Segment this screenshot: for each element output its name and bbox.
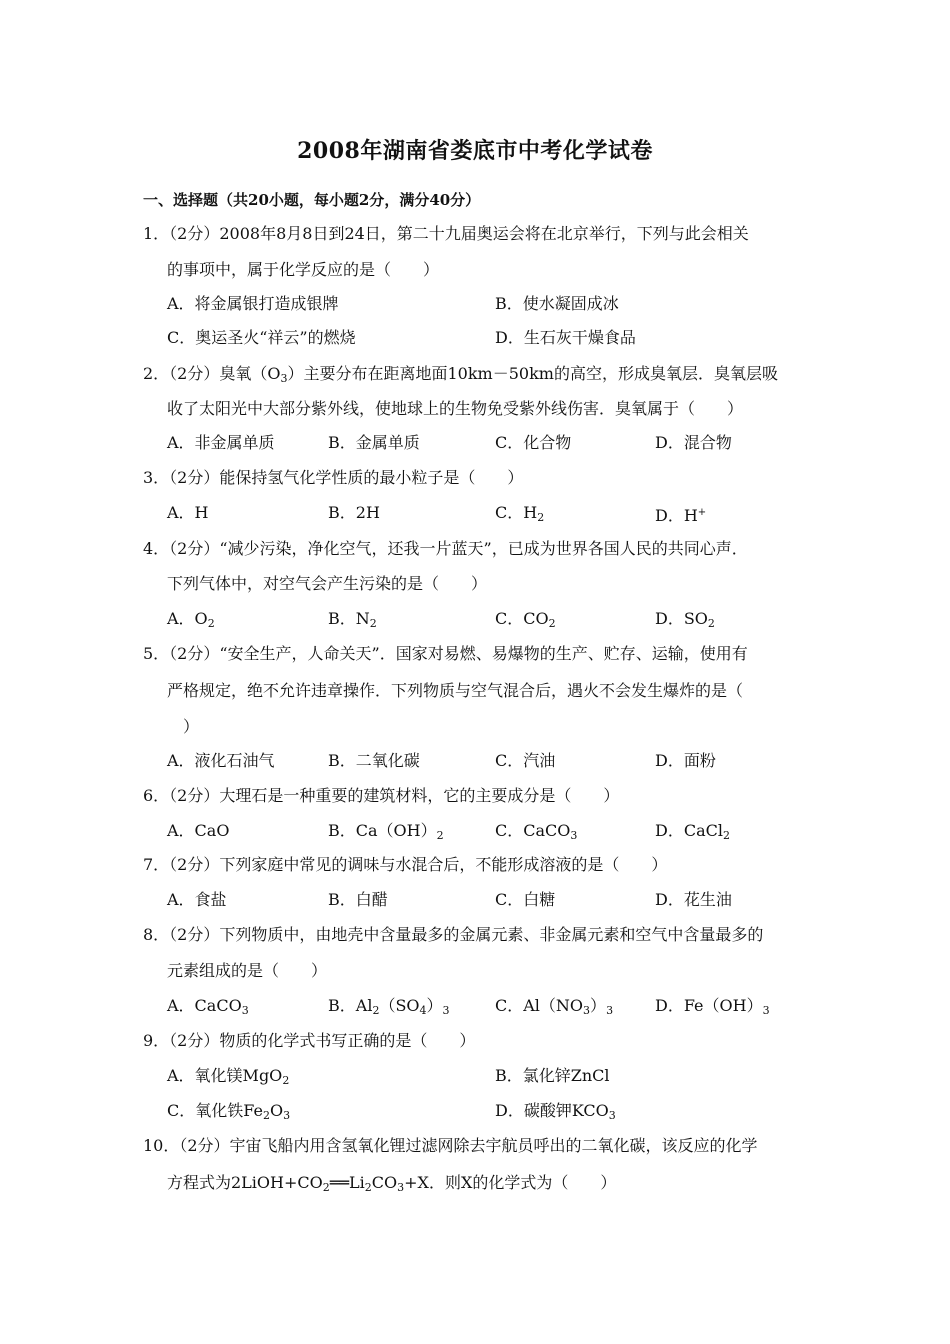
text: C．CaCO — [495, 821, 571, 840]
text: ） — [590, 996, 607, 1015]
subscript: 2 — [372, 1004, 380, 1017]
subscript: 2 — [707, 617, 715, 630]
subscript: 2 — [282, 1074, 290, 1087]
superscript: + — [697, 507, 707, 518]
question-4-option-c — [495, 608, 556, 635]
question-9-option-c — [167, 1100, 290, 1127]
text: C．氧化铁Fe — [167, 1101, 263, 1120]
question-8-option-d — [655, 995, 770, 1022]
text: C．H — [495, 503, 538, 522]
subscript: 4 — [419, 1004, 427, 1017]
subscript: 3 — [570, 829, 578, 842]
question-8-line-2: 元素组成的是（ ） — [167, 961, 328, 980]
question-2-option-b: B．金属单质 — [328, 433, 420, 452]
subscript: 3 — [762, 1004, 770, 1017]
question-7-option-c: C．白糖 — [495, 890, 556, 909]
question-5-line-2: 严格规定，绝不允许违章操作．下列物质与空气混合后，遇火不会发生爆炸的是（ — [167, 681, 744, 700]
question-3-option-a: A．H — [167, 503, 209, 522]
question-5-line-1: 5．（2分）“安全生产，人命关天”．国家对易燃、易爆物的生产、贮存、运输，使用有 — [143, 644, 748, 663]
subscript: 2 — [322, 1181, 330, 1194]
text: B．Al — [328, 996, 373, 1015]
subscript: 2 — [436, 829, 444, 842]
text: CO — [371, 1173, 398, 1192]
question-8-line-1: 8．（2分）下列物质中，由地壳中含量最多的金属元素、非金属元素和空气中含量最多的 — [143, 925, 764, 944]
question-1-option-c: C．奥运圣火“祥云”的燃烧 — [167, 328, 356, 347]
text: B．N — [328, 609, 370, 628]
question-1-line-2: 的事项中，属于化学反应的是（ ） — [167, 260, 440, 279]
question-9-line-1: 9．（2分）物质的化学式书写正确的是（ ） — [143, 1031, 476, 1050]
question-5-option-b: B．二氧化碳 — [328, 751, 420, 770]
question-5-option-d: D．面粉 — [655, 751, 716, 770]
question-5-option-c: C．汽油 — [495, 751, 556, 770]
question-5-option-a: A．液化石油气 — [167, 751, 275, 770]
subscript: 3 — [442, 1004, 450, 1017]
text: D．Fe（OH） — [655, 996, 763, 1015]
subscript: 2 — [364, 1181, 372, 1194]
subscript: 2 — [262, 1109, 270, 1122]
subscript: 3 — [241, 1004, 249, 1017]
subscript: 3 — [397, 1181, 405, 1194]
text: （SO — [379, 996, 420, 1015]
question-2-line-1 — [143, 363, 778, 390]
question-4-option-d — [655, 608, 715, 635]
page-title: 2008年湖南省娄底市中考化学试卷 — [297, 138, 653, 164]
text: 方程式为2LiOH+CO — [167, 1173, 323, 1192]
question-4-option-b — [328, 608, 377, 635]
question-8-option-b — [328, 995, 450, 1022]
subscript: 2 — [537, 511, 545, 524]
text: C．Al（NO — [495, 996, 584, 1015]
text: A．CaCO — [167, 996, 242, 1015]
question-1-option-d: D．生石灰干燥食品 — [495, 328, 636, 347]
subscript: 3 — [606, 1004, 614, 1017]
text: D．H — [655, 506, 698, 525]
question-9-option-a — [167, 1065, 289, 1092]
subscript: 3 — [283, 1109, 291, 1122]
text: D．SO — [655, 609, 708, 628]
subscript: 2 — [369, 617, 377, 630]
text: +X．则X的化学式为（ ） — [404, 1173, 617, 1192]
question-1-line-1: 1．（2分）2008年8月8日到24日，第二十九届奥运会将在北京举行，下列与此会相关 — [143, 224, 749, 243]
question-8-option-a — [167, 995, 249, 1022]
text: ══Li — [329, 1173, 365, 1192]
question-3-option-b: B．2H — [328, 503, 380, 522]
question-1-option-a: A．将金属银打造成银牌 — [167, 294, 339, 313]
question-3-option-d — [655, 502, 706, 527]
question-9-option-d — [495, 1100, 616, 1127]
question-4-line-2: 下列气体中，对空气会产生污染的是（ ） — [167, 574, 488, 593]
question-1-option-b: B．使水凝固成冰 — [495, 294, 619, 313]
question-6-option-a: A．CaO — [167, 821, 230, 840]
subscript: 3 — [583, 1004, 591, 1017]
question-2-option-d: D．混合物 — [655, 433, 732, 452]
question-7-option-d: D．花生油 — [655, 890, 732, 909]
question-6-line-1: 6．（2分）大理石是一种重要的建筑材料，它的主要成分是（ ） — [143, 786, 620, 805]
question-2-line-2: 收了太阳光中大部分紫外线，使地球上的生物免受紫外线伤害．臭氧属于（ ） — [167, 399, 744, 418]
subscript: 2 — [722, 829, 730, 842]
text: D．碳酸钾KCO — [495, 1101, 609, 1120]
question-4-line-1: 4．（2分）“减少污染，净化空气，还我一片蓝天”，已成为世界各国人民的共同心声． — [143, 539, 748, 558]
question-7-option-b: B．白醋 — [328, 890, 388, 909]
subscript: 3 — [608, 1109, 616, 1122]
text: 2．（2分）臭氧（O — [143, 364, 281, 383]
question-5-line-3: ） — [183, 717, 200, 736]
text: D．CaCl — [655, 821, 723, 840]
section-heading: 一、选择题（共20小题，每小题2分，满分40分） — [143, 191, 481, 209]
text: ） — [426, 996, 443, 1015]
question-10-line-1: 10．（2分）宇宙飞船内用含氢氧化锂过滤网除去宇航员呼出的二氧化碳，该反应的化学 — [143, 1136, 758, 1155]
text: C．CO — [495, 609, 549, 628]
question-4-option-a — [167, 608, 215, 635]
subscript: 2 — [207, 617, 215, 630]
question-7-line-1: 7．（2分）下列家庭中常见的调味与水混合后，不能形成溶液的是（ ） — [143, 855, 668, 874]
question-3-option-c — [495, 502, 544, 529]
question-9-option-b: B．氯化锌ZnCl — [495, 1066, 610, 1085]
subscript: 2 — [548, 617, 556, 630]
question-6-option-b — [328, 820, 444, 847]
text: A．O — [167, 609, 208, 628]
text: B．Ca（OH） — [328, 821, 437, 840]
question-6-option-c — [495, 820, 577, 847]
question-10-line-2 — [167, 1172, 616, 1199]
question-2-option-c: C．化合物 — [495, 433, 572, 452]
question-2-option-a: A．非金属单质 — [167, 433, 275, 452]
question-7-option-a: A．食盐 — [167, 890, 227, 909]
question-6-option-d — [655, 820, 730, 847]
question-8-option-c — [495, 995, 613, 1022]
text: A．氧化镁MgO — [167, 1066, 283, 1085]
question-3-line-1: 3．（2分）能保持氢气化学性质的最小粒子是（ ） — [143, 468, 524, 487]
text: ）主要分布在距离地面10km－50km的高空，形成臭氧层．臭氧层吸 — [287, 364, 778, 383]
subscript: 3 — [280, 372, 288, 385]
text: O — [269, 1101, 284, 1120]
